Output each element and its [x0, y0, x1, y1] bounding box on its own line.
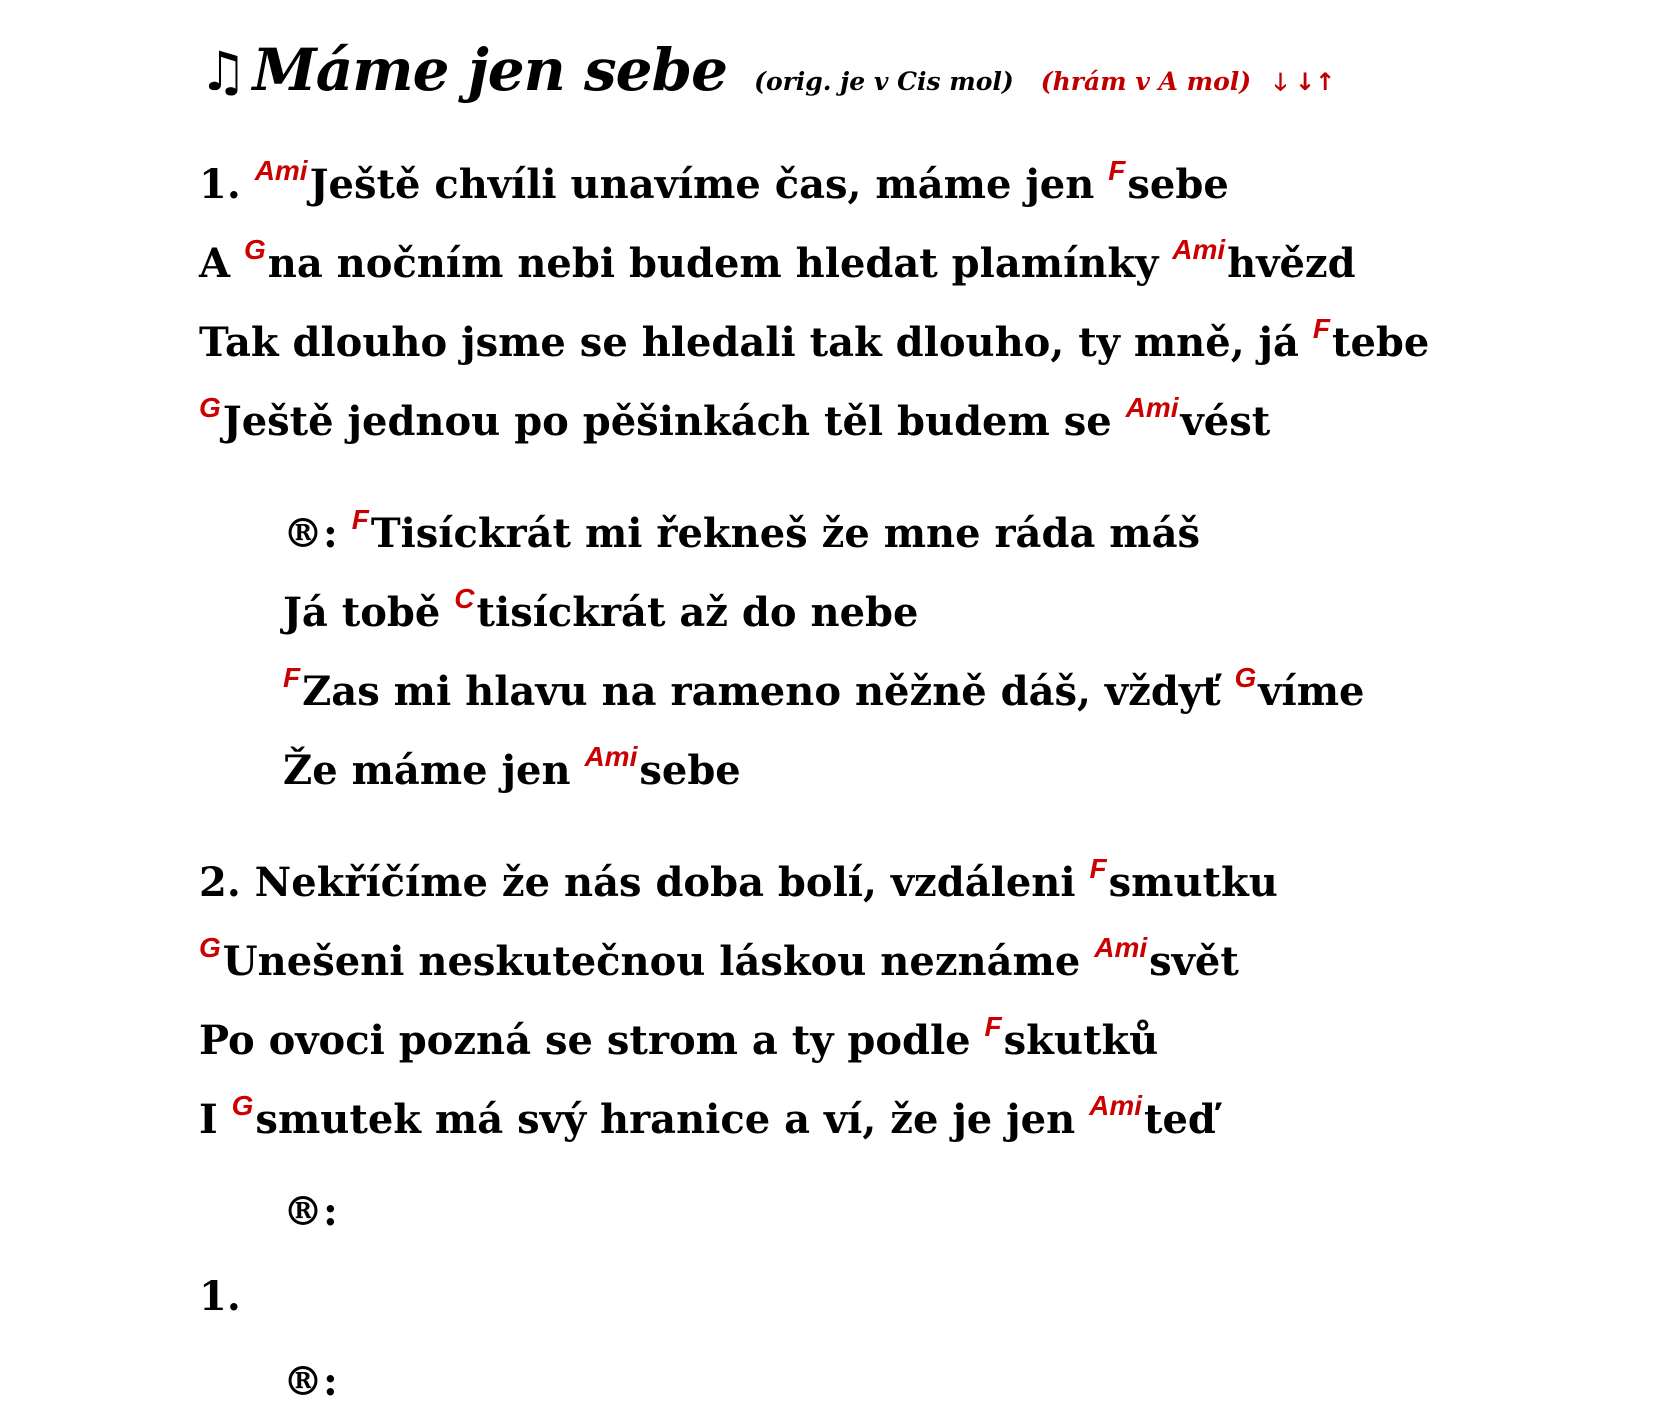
chord: Ami — [254, 155, 308, 186]
verse2-line2 — [199, 932, 1239, 988]
chord: G — [199, 932, 221, 963]
verse-number: 1. — [199, 161, 255, 208]
repeat-chorus-2: ®: — [283, 1358, 338, 1405]
lyric-text: hvězd — [1227, 240, 1356, 287]
lyric-text: sebe — [639, 747, 741, 794]
verse1-line1 — [199, 155, 1229, 211]
chorus-line1 — [283, 504, 1201, 560]
chord: F — [1312, 313, 1330, 344]
lyric-text: Ještě chvíli unavíme čas, máme jen — [309, 161, 1109, 208]
chord: F — [283, 662, 301, 693]
lyric-text: Zas mi hlavu na rameno něžně dáš, vždyť — [302, 668, 1235, 715]
chord: Ami — [1125, 392, 1179, 423]
lyric-text: Ještě jednou po pěšinkách těl budem se — [222, 398, 1126, 445]
chord: G — [199, 392, 221, 423]
lyric-text: A — [199, 240, 244, 287]
strum-arrows-icon: 🡓 ↓↑ — [1274, 68, 1336, 96]
song-header — [199, 36, 1335, 116]
verse2-line1 — [199, 853, 1278, 909]
repeat-verse-1: 1. — [199, 1273, 241, 1320]
lyric-text: Tisíckrát mi řekneš že mne ráda máš — [370, 510, 1201, 557]
lyric-text: víme — [1258, 668, 1365, 715]
chord: F — [984, 1011, 1002, 1042]
lyric-text: tisíckrát až do nebe — [476, 589, 919, 636]
lyric-text: svět — [1149, 938, 1239, 985]
lyric-text: vést — [1180, 398, 1271, 445]
music-note-icon: ♫ — [199, 39, 248, 103]
chord: C — [454, 583, 475, 614]
chord: F — [1089, 853, 1107, 884]
chord: Ami — [1094, 932, 1148, 963]
lyric-text: tebe — [1331, 319, 1430, 366]
lyric-text: Že máme jen — [283, 747, 585, 794]
chorus-mark: ®: — [283, 510, 352, 557]
chorus-line3 — [283, 662, 1365, 718]
chord: G — [1234, 662, 1257, 693]
chorus-line2 — [283, 583, 919, 639]
chord: F — [1108, 155, 1126, 186]
chord: Ami — [584, 741, 638, 772]
chorus-line4 — [283, 741, 741, 797]
verse1-line4 — [199, 392, 1271, 448]
lyric-text: Unešeni neskutečnou láskou neznáme — [222, 938, 1095, 985]
repeat-chorus-1: ®: — [283, 1188, 338, 1235]
lyric-text: 2. Nekříčíme že nás doba bolí, vzdáleni — [199, 859, 1090, 906]
verse1-line3 — [199, 313, 1430, 369]
lyric-text: smutku — [1108, 859, 1278, 906]
lyric-text: Tak dlouho jsme se hledali tak dlouho, ty mně, já — [199, 319, 1313, 366]
song-title: Máme jen sebe — [252, 36, 728, 104]
played-key-note: (hrám v A mol) — [1040, 67, 1252, 96]
lyric-text: Po ovoci pozná se strom a ty podle — [199, 1017, 985, 1064]
lyric-text: na nočním nebi budem hledat plamínky — [267, 240, 1173, 287]
verse2-line4 — [199, 1090, 1216, 1146]
original-key-note: (orig. je v Cis mol) — [754, 67, 1014, 96]
verse1-line2 — [199, 234, 1356, 290]
chord: G — [243, 234, 266, 265]
lyric-text: skutků — [1003, 1017, 1159, 1064]
verse2-line3 — [199, 1011, 1159, 1067]
lyric-text: I — [199, 1096, 232, 1143]
chord: G — [231, 1090, 254, 1121]
lyric-text: teď — [1144, 1096, 1216, 1143]
lyric-text: Já tobě — [283, 589, 455, 636]
chord: Ami — [1172, 234, 1226, 265]
lyric-text: sebe — [1127, 161, 1229, 208]
chord: Ami — [1089, 1090, 1142, 1121]
chord: F — [351, 504, 369, 535]
lyric-text: smutek má svý hranice a ví, že je jen — [255, 1096, 1090, 1143]
